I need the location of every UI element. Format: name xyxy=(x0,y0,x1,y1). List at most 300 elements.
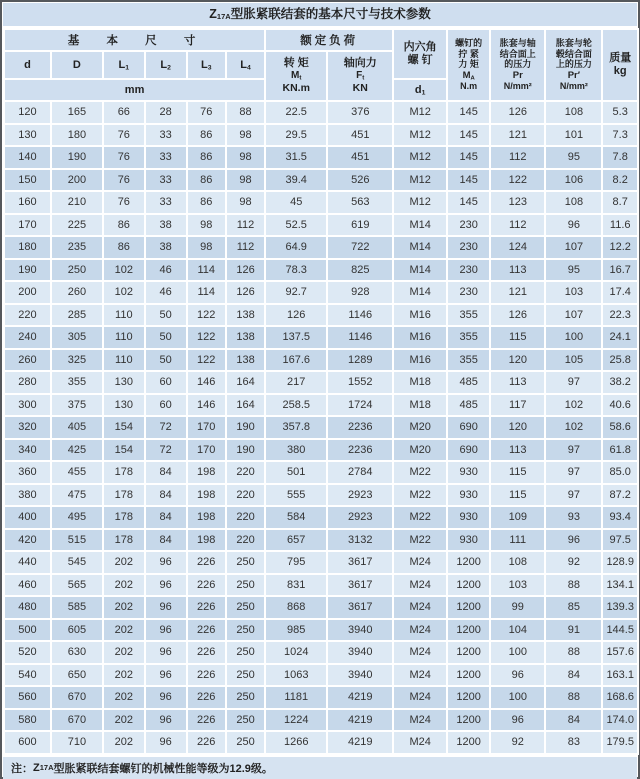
table-cell: 33 xyxy=(145,146,187,169)
table-cell: M22 xyxy=(393,484,447,507)
table-cell: 565 xyxy=(51,574,103,597)
header-col-D: D xyxy=(51,51,103,79)
table-cell: 230 xyxy=(447,214,490,237)
table-cell: 540 xyxy=(4,664,51,687)
table-cell: 64.9 xyxy=(265,236,327,259)
table-cell: 102 xyxy=(545,416,602,439)
table-cell: 164 xyxy=(226,394,265,417)
table-cell: 650 xyxy=(51,664,103,687)
table-cell: 250 xyxy=(226,574,265,597)
table-cell: 300 xyxy=(4,394,51,417)
table-cell: 96 xyxy=(145,596,187,619)
table-cell: 475 xyxy=(51,484,103,507)
header-hex-socket-screw xyxy=(393,29,447,79)
table-cell: 97 xyxy=(545,371,602,394)
table-cell: 102 xyxy=(103,281,145,304)
table-cell: 96 xyxy=(145,619,187,642)
table-cell: 98 xyxy=(226,124,265,147)
table-cell: M22 xyxy=(393,461,447,484)
table-cell: 226 xyxy=(187,596,226,619)
table-cell: 630 xyxy=(51,641,103,664)
table-row xyxy=(4,101,638,124)
table-cell: 97 xyxy=(545,439,602,462)
table-cell: 100 xyxy=(490,686,545,709)
table-cell: 250 xyxy=(226,709,265,732)
table-cell: 117 xyxy=(490,394,545,417)
table-cell: 355 xyxy=(51,371,103,394)
table-cell: 220 xyxy=(226,461,265,484)
table-cell: 98 xyxy=(226,191,265,214)
table-cell: 61.8 xyxy=(602,439,638,462)
table-cell: 670 xyxy=(51,686,103,709)
table-cell: 92.7 xyxy=(265,281,327,304)
table-row xyxy=(4,484,638,507)
table-cell: 93 xyxy=(545,506,602,529)
table-cell: 198 xyxy=(187,461,226,484)
table-row xyxy=(4,641,638,664)
table-cell: 250 xyxy=(226,551,265,574)
table-cell: 84 xyxy=(145,529,187,552)
table-row xyxy=(4,551,638,574)
table-cell: 96 xyxy=(545,214,602,237)
table-cell: 240 xyxy=(4,326,51,349)
table-cell: 140 xyxy=(4,146,51,169)
table-cell: 110 xyxy=(103,349,145,372)
torque-unit: KN.m xyxy=(282,82,310,95)
table-cell: 12.2 xyxy=(602,236,638,259)
table-cell: 40.6 xyxy=(602,394,638,417)
header-col-L1: $L_1$ xyxy=(103,51,145,79)
table-cell: 122 xyxy=(490,169,545,192)
table-cell: 84 xyxy=(145,506,187,529)
table-cell: 657 xyxy=(265,529,327,552)
table-cell: 200 xyxy=(4,281,51,304)
table-cell: 202 xyxy=(103,641,145,664)
footnote-prefix: Z xyxy=(33,761,40,774)
table-cell: 113 xyxy=(490,371,545,394)
table-cell: 46 xyxy=(145,281,187,304)
table-cell: 108 xyxy=(545,191,602,214)
table-cell: 3617 xyxy=(327,551,393,574)
table-cell: 102 xyxy=(103,259,145,282)
torque-name: 转 矩 xyxy=(283,57,309,70)
table-cell: 440 xyxy=(4,551,51,574)
table-cell: 128.9 xyxy=(602,551,638,574)
table-row xyxy=(4,191,638,214)
footnote-label: 注： xyxy=(11,762,33,775)
table-row xyxy=(4,619,638,642)
table-cell: 76 xyxy=(103,169,145,192)
table-row xyxy=(4,236,638,259)
table-cell: 145 xyxy=(447,169,490,192)
table-row xyxy=(4,146,638,169)
table-cell: M14 xyxy=(393,259,447,282)
table-cell: 563 xyxy=(327,191,393,214)
table-cell: 109 xyxy=(490,506,545,529)
table-cell: 130 xyxy=(103,394,145,417)
table-cell: 11.6 xyxy=(602,214,638,237)
table-cell: 113 xyxy=(490,259,545,282)
table-cell: 88 xyxy=(545,686,602,709)
table-cell: 99 xyxy=(490,596,545,619)
table-cell: 8.2 xyxy=(602,169,638,192)
table-cell: 86 xyxy=(103,214,145,237)
mass-label: 质量 xyxy=(609,51,632,64)
table-cell: 16.7 xyxy=(602,259,638,282)
table-cell: 157.6 xyxy=(602,641,638,664)
table-row xyxy=(4,124,638,147)
table-cell: 230 xyxy=(447,281,490,304)
table-cell: 114 xyxy=(187,259,226,282)
title-subscript: 17A xyxy=(216,12,231,21)
table-cell: 85 xyxy=(545,596,602,619)
table-row xyxy=(4,664,638,687)
table-cell: 130 xyxy=(4,124,51,147)
table-cell: 451 xyxy=(327,146,393,169)
table-cell: 112 xyxy=(226,214,265,237)
table-cell: 72 xyxy=(145,416,187,439)
table-cell: 115 xyxy=(490,461,545,484)
table-row xyxy=(4,416,638,439)
table-cell: 150 xyxy=(4,169,51,192)
table-row xyxy=(4,506,638,529)
table-cell: 930 xyxy=(447,484,490,507)
table-row xyxy=(4,259,638,282)
header-pressure-hub xyxy=(545,29,602,101)
table-cell: 88 xyxy=(545,641,602,664)
table-cell: 92 xyxy=(490,731,545,754)
table-cell: 376 xyxy=(327,101,393,124)
table-cell: 425 xyxy=(51,439,103,462)
table-row xyxy=(4,326,638,349)
table-cell: M24 xyxy=(393,731,447,754)
table-cell: 1200 xyxy=(447,619,490,642)
table-cell: 174.0 xyxy=(602,709,638,732)
table-cell: 795 xyxy=(265,551,327,574)
table-cell: 202 xyxy=(103,731,145,754)
table-cell: 226 xyxy=(187,551,226,574)
table-cell: 1200 xyxy=(447,686,490,709)
title-text: 型胀紧联结套的基本尺寸与技术参数 xyxy=(230,7,431,21)
table-cell: 97 xyxy=(545,461,602,484)
table-cell: 1146 xyxy=(327,304,393,327)
table-cell: 190 xyxy=(4,259,51,282)
table-cell: 84 xyxy=(145,484,187,507)
pressure-shaft-unit: N/mm² xyxy=(503,81,532,92)
table-row xyxy=(4,596,638,619)
header-basic-dimensions: 基 本 尺 寸 xyxy=(4,29,265,51)
table-cell: 120 xyxy=(490,416,545,439)
table-cell: 250 xyxy=(226,619,265,642)
table-cell: 124 xyxy=(490,236,545,259)
table-cell: 3940 xyxy=(327,619,393,642)
table-cell: 4219 xyxy=(327,709,393,732)
table-cell: 3132 xyxy=(327,529,393,552)
table-cell: 198 xyxy=(187,484,226,507)
table-cell: M12 xyxy=(393,169,447,192)
table-cell: 96 xyxy=(490,664,545,687)
table-cell: 98 xyxy=(187,236,226,259)
table-cell: 86 xyxy=(187,169,226,192)
table-cell: 98 xyxy=(226,169,265,192)
table-cell: 355 xyxy=(447,326,490,349)
table-cell: 50 xyxy=(145,326,187,349)
table-cell: 202 xyxy=(103,686,145,709)
table-cell: 66 xyxy=(103,101,145,124)
table-cell: 605 xyxy=(51,619,103,642)
table-cell: 76 xyxy=(103,146,145,169)
table-cell: 102 xyxy=(545,394,602,417)
table-cell: 96 xyxy=(145,664,187,687)
table-cell: 168.6 xyxy=(602,686,638,709)
table-cell: 226 xyxy=(187,574,226,597)
table-cell: 146 xyxy=(187,371,226,394)
table-cell: 95 xyxy=(545,146,602,169)
table-cell: 115 xyxy=(490,326,545,349)
table-cell: 39.4 xyxy=(265,169,327,192)
table-cell: 83 xyxy=(545,731,602,754)
table-cell: 250 xyxy=(226,731,265,754)
table-cell: 1200 xyxy=(447,709,490,732)
table-cell: M24 xyxy=(393,686,447,709)
table-cell: 722 xyxy=(327,236,393,259)
table-cell: 2236 xyxy=(327,416,393,439)
table-cell: 101 xyxy=(545,124,602,147)
table-cell: 3617 xyxy=(327,596,393,619)
table-cell: 226 xyxy=(187,731,226,754)
table-cell: 38 xyxy=(145,214,187,237)
table-row xyxy=(4,281,638,304)
table-cell: 86 xyxy=(187,191,226,214)
tighten-symbol: $M_A$ xyxy=(462,70,475,82)
axial-unit: KN xyxy=(352,82,368,95)
pressure-shaft-line1: 胀套与轴 xyxy=(499,38,536,49)
table-cell: 160 xyxy=(4,191,51,214)
table-cell: 375 xyxy=(51,394,103,417)
table-cell: 619 xyxy=(327,214,393,237)
table-cell: 400 xyxy=(4,506,51,529)
table-cell: 76 xyxy=(103,191,145,214)
table-cell: 1181 xyxy=(265,686,327,709)
table-cell: M24 xyxy=(393,641,447,664)
table-cell: 58.6 xyxy=(602,416,638,439)
table-cell: 76 xyxy=(103,124,145,147)
table-cell: 2923 xyxy=(327,506,393,529)
table-cell: 112 xyxy=(490,146,545,169)
table-cell: 164 xyxy=(226,371,265,394)
table-cell: 226 xyxy=(187,709,226,732)
table-cell: 260 xyxy=(4,349,51,372)
table-cell: 103 xyxy=(490,574,545,597)
table-cell: 202 xyxy=(103,664,145,687)
table-cell: 120 xyxy=(490,349,545,372)
table-cell: 220 xyxy=(226,529,265,552)
table-cell: 985 xyxy=(265,619,327,642)
mass-unit: kg xyxy=(613,65,627,77)
table-cell: 320 xyxy=(4,416,51,439)
table-cell: 460 xyxy=(4,574,51,597)
table-row xyxy=(4,394,638,417)
table-cell: 88 xyxy=(226,101,265,124)
table-cell: 258.5 xyxy=(265,394,327,417)
table-cell: 126 xyxy=(226,259,265,282)
table-cell: M16 xyxy=(393,326,447,349)
table-cell: 170 xyxy=(187,416,226,439)
table-cell: M24 xyxy=(393,574,447,597)
table-cell: 1200 xyxy=(447,731,490,754)
tighten-line2: 拧 紧 xyxy=(458,48,479,59)
table-row xyxy=(4,686,638,709)
table-cell: 584 xyxy=(265,506,327,529)
table-cell: 500 xyxy=(4,619,51,642)
table-cell: 33 xyxy=(145,124,187,147)
table-cell: 1289 xyxy=(327,349,393,372)
table-cell: 154 xyxy=(103,416,145,439)
page-title xyxy=(3,3,637,26)
pressure-hub-line3: 上的压力 xyxy=(555,59,592,70)
table-cell: 167.6 xyxy=(265,349,327,372)
table-cell: 97.5 xyxy=(602,529,638,552)
table-cell: 100 xyxy=(545,326,602,349)
table-cell: 202 xyxy=(103,709,145,732)
table-cell: 170 xyxy=(187,439,226,462)
table-cell: 305 xyxy=(51,326,103,349)
table-cell: M22 xyxy=(393,529,447,552)
table-cell: M24 xyxy=(393,709,447,732)
pressure-hub-symbol: Pr′ xyxy=(567,70,581,81)
header-rated-load: 额定负荷 xyxy=(265,29,393,51)
table-cell: 210 xyxy=(51,191,103,214)
table-cell: 190 xyxy=(226,439,265,462)
header-mass xyxy=(602,29,638,101)
table-cell: 126 xyxy=(226,281,265,304)
table-cell: 96 xyxy=(145,574,187,597)
table-cell: 105 xyxy=(545,349,602,372)
table-cell: 200 xyxy=(51,169,103,192)
table-cell: 96 xyxy=(145,551,187,574)
table-cell: 1200 xyxy=(447,664,490,687)
header-axial-force xyxy=(327,51,393,101)
table-cell: 138 xyxy=(226,326,265,349)
table-cell: 495 xyxy=(51,506,103,529)
table-row xyxy=(4,439,638,462)
pressure-hub-line1: 胀套与轮 xyxy=(555,38,592,49)
table-row xyxy=(4,371,638,394)
table-cell: 45 xyxy=(265,191,327,214)
table-cell: 600 xyxy=(4,731,51,754)
table-cell: 106 xyxy=(545,169,602,192)
table-cell: 126 xyxy=(490,304,545,327)
table-cell: 1024 xyxy=(265,641,327,664)
pressure-hub-line2: 毂结合面 xyxy=(555,48,592,59)
table-cell: 7.8 xyxy=(602,146,638,169)
table-cell: 114 xyxy=(187,281,226,304)
header-tightening-torque xyxy=(447,29,490,101)
table-cell: 145 xyxy=(447,101,490,124)
table-cell: 250 xyxy=(226,641,265,664)
header-torque xyxy=(265,51,327,101)
table-cell: M16 xyxy=(393,304,447,327)
table-cell: 868 xyxy=(265,596,327,619)
table-cell: 113 xyxy=(490,439,545,462)
table-cell: 250 xyxy=(51,259,103,282)
table-cell: 85.0 xyxy=(602,461,638,484)
title-prefix: Z xyxy=(209,7,217,21)
table-cell: M20 xyxy=(393,439,447,462)
table-cell: 145 xyxy=(447,124,490,147)
table-cell: 24.1 xyxy=(602,326,638,349)
table-cell: 178 xyxy=(103,506,145,529)
header-pressure-shaft xyxy=(490,29,545,101)
table-cell: 451 xyxy=(327,124,393,147)
table-cell: 235 xyxy=(51,236,103,259)
table-cell: 930 xyxy=(447,506,490,529)
pressure-shaft-line3: 的压力 xyxy=(504,59,532,70)
table-cell: 87.2 xyxy=(602,484,638,507)
table-cell: 4219 xyxy=(327,731,393,754)
table-cell: 930 xyxy=(447,529,490,552)
table-cell: 121 xyxy=(490,124,545,147)
table-cell: 76 xyxy=(187,101,226,124)
table-cell: 340 xyxy=(4,439,51,462)
table-cell: 325 xyxy=(51,349,103,372)
table-cell: 138 xyxy=(226,304,265,327)
table-cell: 96 xyxy=(545,529,602,552)
table-cell: 250 xyxy=(226,596,265,619)
table-cell: 226 xyxy=(187,664,226,687)
table-cell: 100 xyxy=(490,641,545,664)
table-cell: 220 xyxy=(226,506,265,529)
table-row xyxy=(4,529,638,552)
pressure-shaft-line2: 结合面上 xyxy=(499,48,536,59)
table-cell: 130 xyxy=(103,371,145,394)
table-cell: 670 xyxy=(51,709,103,732)
table-cell: 60 xyxy=(145,371,187,394)
tighten-line1: 螺钉的 xyxy=(455,38,483,49)
table-cell: 107 xyxy=(545,304,602,327)
table-cell: 121 xyxy=(490,281,545,304)
table-cell: 38.2 xyxy=(602,371,638,394)
table-cell: 230 xyxy=(447,259,490,282)
table-cell: M14 xyxy=(393,281,447,304)
table-cell: 122 xyxy=(187,326,226,349)
table-cell: 455 xyxy=(51,461,103,484)
table-cell: 86 xyxy=(103,236,145,259)
table-row xyxy=(4,461,638,484)
table-cell: 31.5 xyxy=(265,146,327,169)
table-cell: 217 xyxy=(265,371,327,394)
hex-screw-line1: 内六角 xyxy=(403,40,437,53)
table-cell: 78.3 xyxy=(265,259,327,282)
table-cell: M12 xyxy=(393,191,447,214)
table-cell: 198 xyxy=(187,506,226,529)
table-cell: 485 xyxy=(447,394,490,417)
table-cell: 7.3 xyxy=(602,124,638,147)
table-cell: 96 xyxy=(145,686,187,709)
table-cell: 928 xyxy=(327,281,393,304)
table-cell: 126 xyxy=(490,101,545,124)
table-cell: 28 xyxy=(145,101,187,124)
table-cell: 545 xyxy=(51,551,103,574)
table-row xyxy=(4,709,638,732)
table-cell: 108 xyxy=(545,101,602,124)
table-cell: 526 xyxy=(327,169,393,192)
header-col-d: d xyxy=(4,51,51,79)
table-cell: 1063 xyxy=(265,664,327,687)
table-cell: 285 xyxy=(51,304,103,327)
table-body xyxy=(4,101,638,754)
table-cell: 360 xyxy=(4,461,51,484)
